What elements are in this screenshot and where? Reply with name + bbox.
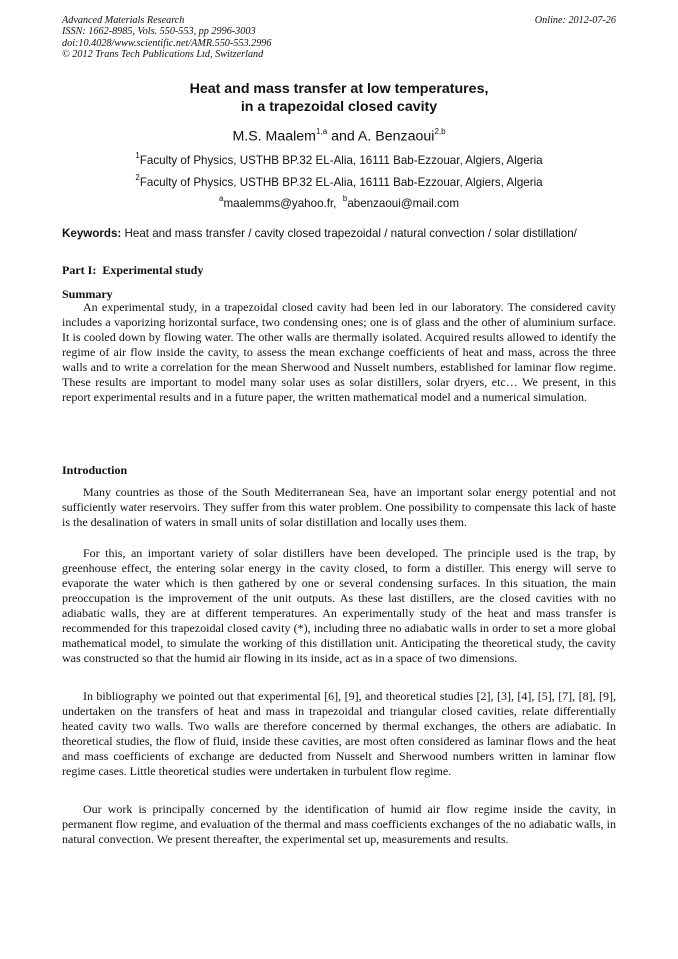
part-heading: Part I: Experimental study <box>62 263 204 277</box>
email-a-sup: a <box>219 194 224 203</box>
email-b-sup: b <box>342 194 348 203</box>
title-line-1: Heat and mass transfer at low temperatures, <box>189 81 489 97</box>
author-emails <box>62 193 616 211</box>
affiliation-1 <box>62 150 616 168</box>
affiliation-2 <box>62 172 616 190</box>
affiliation-2-sup: 2 <box>135 173 140 182</box>
paper-title <box>62 81 616 116</box>
author-2-sup: 2,b <box>434 127 446 136</box>
author-list <box>62 124 616 146</box>
author-1-sup: 1,a <box>316 127 328 136</box>
affiliation-1-sup: 1 <box>135 151 140 160</box>
author-connector: and <box>327 128 358 145</box>
issn-line: ISSN: 1662-8985, Vols. 550-553, pp 2996-3003 <box>62 26 256 38</box>
intro-paragraph-3: In bibliography we pointed out that experimental [6], [9], and theoretical studies [2], [3], [4], [5], [7], [8], [9], undertaken on the transfers of heat and mass in trapezoidal and triangular closed cavities, relate differentially heated cavity two walls. Two walls are therefore concerned by thermal exchanges, the others are adiabatic. In theoretical studies, the flow of fluid, inside these cavities, are most often considered as laminar flows and the heat and mass coefficients of exchange are deducted from Nusselt and Sherwood numbers written in laminar flow regime cases. Little theoretical studies were undertaken in turbulent flow regime. <box>62 689 616 779</box>
email-a[interactable]: maalemms@yahoo.fr, <box>223 196 337 210</box>
summary-heading: Summary <box>62 287 113 301</box>
intro-paragraph-1: Many countries as those of the South Mediterranean Sea, have an important solar energy potential and not sufficiently water reservoirs. They suffer from this water problem. One possibility to compensate this lack of haste is the desalination of waters in small units of solar distillation and locally uses them. <box>62 485 616 530</box>
intro-paragraph-4: Our work is principally concerned by the identification of humid air flow regime inside the cavity, in permanent flow regime, and evaluation of the thermal and mass coefficients exchanges of the no adiabatic walls, in natural convection. We present thereafter, the experimental set up, measurements and results. <box>62 802 616 847</box>
intro-paragraph-2: For this, an important variety of solar distillers have been developed. The principle used is the trap, by greenhouse effect, the entering solar energy in the cavity closed, to form a distiller. This energy will serve to evaporate the water which is then gathered by one or several condensing surfaces. In this situation, the main preoccupation is the improvement of the unit outputs. As these last distillers, are the closed cavities with no adiabatic walls, they are at different temperatures. An experimentally study of the heat and mass transfer is recommended for this trapezoidal closed cavity (*), including three no adiabatic walls in order to set a more global mathematical model, to simulate the working of this distillation unit. Anticipating the theoretical study, the cavity was constructed so that the humid air flowing in its inside, act as in a space of two dimensions. <box>62 546 616 666</box>
introduction-heading: Introduction <box>62 463 128 477</box>
keywords-line <box>62 227 616 241</box>
author-1: M.S. Maalem <box>232 128 317 145</box>
doi-line: doi:10.4028/www.scientific.net/AMR.550-553.2996 <box>62 37 272 49</box>
online-date: Online: 2012-07-26 <box>534 15 616 26</box>
affiliation-1-text: Faculty of Physics, USTHB BP.32 EL-Alia, 16111 Bab-Ezzouar, Algiers, Algeria <box>139 153 543 167</box>
author-2: A. Benzaoui <box>357 128 435 145</box>
keywords-text: Heat and mass transfer / cavity closed trapezoidal / natural convection / solar distillation/ <box>121 227 577 240</box>
journal-header <box>62 15 616 61</box>
affiliation-2-text: Faculty of Physics, USTHB BP.32 EL-Alia, 16111 Bab-Ezzouar, Algiers, Algeria <box>139 175 543 189</box>
title-line-2: in a trapezoidal closed cavity <box>240 98 438 115</box>
copyright-line: © 2012 Trans Tech Publications Ltd, Switzerland <box>62 49 264 61</box>
journal-name: Advanced Materials Research <box>62 15 185 26</box>
email-b[interactable]: abenzaoui@mail.com <box>347 196 459 210</box>
keywords-label: Keywords: <box>62 227 122 240</box>
summary-paragraph: An experimental study, in a trapezoidal closed cavity had been led in our laboratory. The considered cavity includes a vaporizing horizontal surface, two condensing ones; one is of glass and the other of aluminium surface. It is cooled down by flowing water. The other walls are thermally isolated. Acquired results allowed to identify the regime of air flow inside the cavity, to assess the mean exchange coefficients of heat and mass, across the three walls and to write a correlation for the mean Sherwood and Nusselt numbers, established for laminar flow regime. These results are important to model many solar uses as solar distillers, solar dryers, etc… We present, in this report experimental results and in a future paper, the written mathematical model and a numerical simulation. <box>62 300 616 405</box>
